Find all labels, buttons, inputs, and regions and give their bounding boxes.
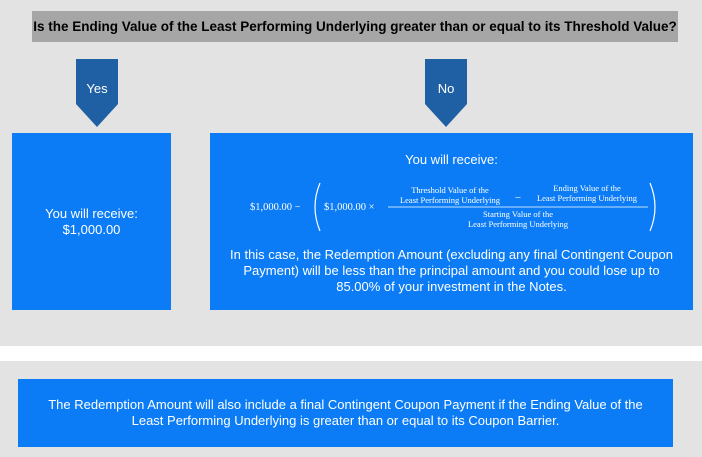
coupon-note-box xyxy=(18,379,673,447)
formula-left-paren xyxy=(315,183,320,231)
yes-label: Yes xyxy=(86,81,108,96)
no-label: No xyxy=(437,81,455,96)
ending-line1: Ending Value of the xyxy=(553,183,621,193)
threshold-line2: Least Performing Underlying xyxy=(399,195,501,205)
redemption-formula xyxy=(210,177,693,237)
no-outcome-note: In this case, the Redemption Amount (excluding any final Contingent Coupon Payment) will be less than the principal amount and you could lose up to 85.00% of your investment in the Notes. xyxy=(230,247,673,294)
no-outcome-box xyxy=(210,133,693,310)
yes-receive-text: You will receive: xyxy=(45,205,138,221)
no-receive-text: You will receive: xyxy=(405,152,498,167)
ending-line2: Least Performing Underlying xyxy=(536,193,638,203)
starting-line2: Least Performing Underlying xyxy=(467,219,569,229)
question-bar xyxy=(32,11,678,42)
threshold-line1: Threshold Value of the xyxy=(411,185,489,195)
formula-inner-principal: $1,000.00 × xyxy=(324,202,375,213)
coupon-note-text: The Redemption Amount will also include a final Contingent Coupon Payment if the Ending Value of the Least Performing Underlying is greater than or equal to its Coupon Barrier. xyxy=(48,397,643,428)
yes-amount: $1,000.00 xyxy=(62,221,121,237)
no-arrow xyxy=(425,59,467,129)
question-text: Is the Ending Value of the Least Performing Underlying greater than or equal to its Threshold Value? xyxy=(33,19,677,34)
formula-minus: − xyxy=(514,192,522,204)
starting-line1: Starting Value of the xyxy=(483,209,553,219)
yes-arrow xyxy=(76,59,118,129)
formula-principal: $1,000.00 − xyxy=(250,202,301,213)
yes-outcome-box xyxy=(12,133,171,310)
formula-right-paren xyxy=(650,183,655,231)
